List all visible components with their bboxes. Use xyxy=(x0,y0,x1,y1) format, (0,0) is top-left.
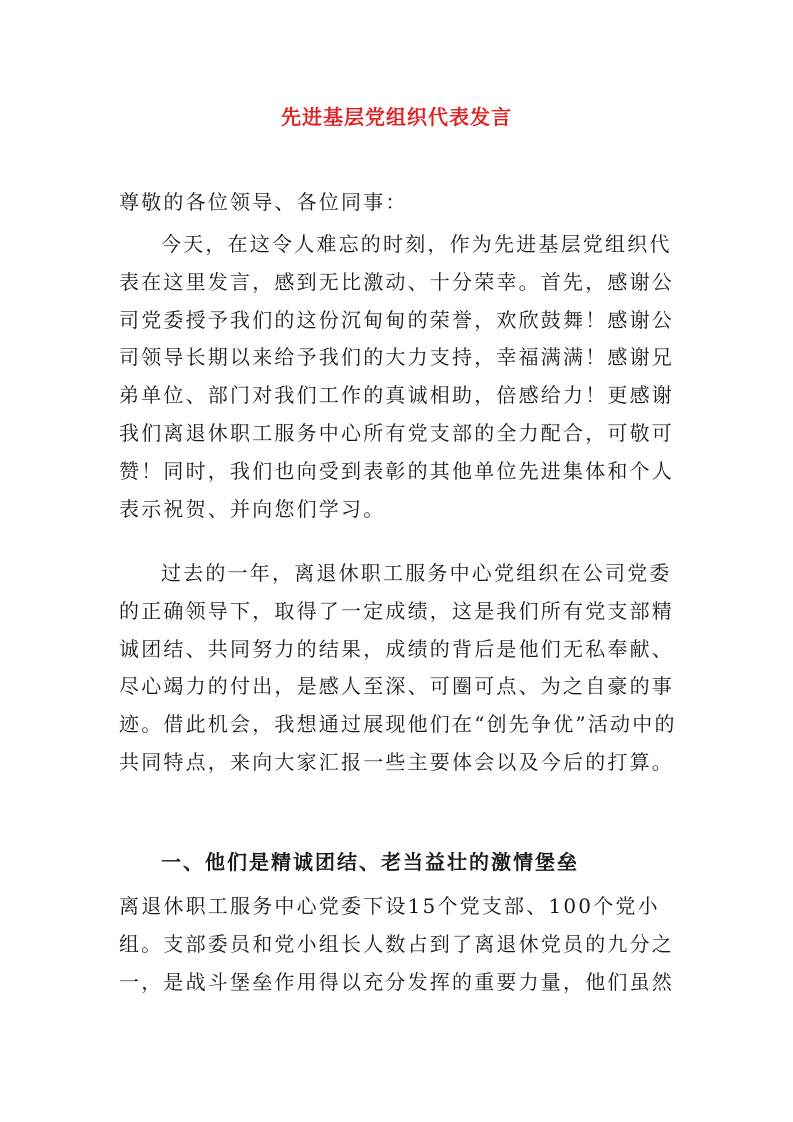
document-title: 先进基层党组织代表发言 xyxy=(281,105,512,129)
paragraph-3: 离退休职工服务中心党委下设15个党支部、100个党小组。支部委员和党小组长人数占到了离退休党员的九分之一，是战斗堡垒作用得以充分发挥的重要力量，他们虽然 xyxy=(119,894,674,994)
section-heading-1: 一、他们是精诚团结、老当益壮的激情堡垒 xyxy=(161,850,579,874)
paragraph-1: 今天，在这令人难忘的时刻，作为先进基层党组织代表在这里发言，感到无比激动、十分荣幸。首先，感谢公司党委授予我们的这份沉甸甸的荣誉，欢欣鼓舞！感谢公司领导长期以来给予我们的大力支持，幸福满满！感谢兄弟单位、部门对我们工作的真诚相助，倍感给力！更感谢我们离退休职工服务中心所有党支部的全力配合，可敬可赞！同时，我们也向受到表彰的其他单位先进集体和个人表示祝贺、并向您们学习。 xyxy=(119,232,674,521)
salutation: 尊敬的各位领导、各位同事： xyxy=(119,190,408,214)
paragraph-2: 过去的一年，离退休职工服务中心党组织在公司党委的正确领导下，取得了一定成绩，这是我们所有党支部精诚团结、共同努力的结果，成绩的背后是他们无私奉献、尽心竭力的付出，是感人至深、可圈可点、为之自豪的事迹。借此机会，我想通过展现他们在“创先争优”活动中的共同特点，来向大家汇报一些主要体会以及今后的打算。 xyxy=(119,561,677,774)
